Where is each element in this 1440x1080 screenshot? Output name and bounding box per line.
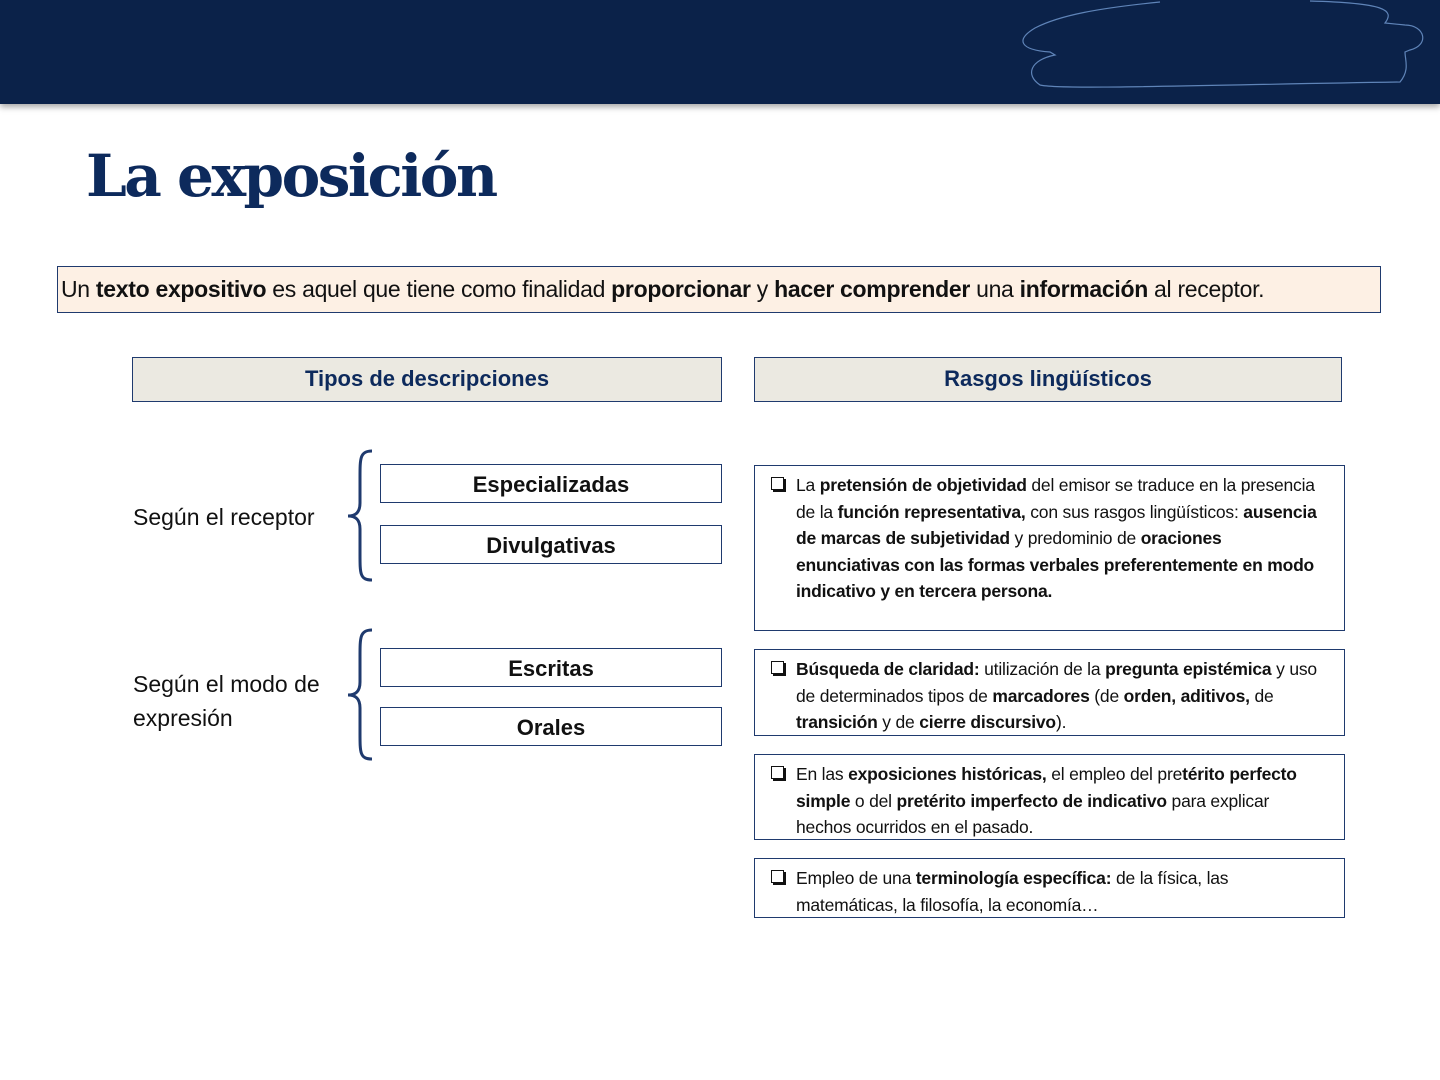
header-bar — [0, 0, 1440, 104]
text-segment: de la física, las matemáticas, la filosofía, la economía… — [796, 868, 1229, 915]
feature-box-terminologia — [754, 858, 1345, 918]
text-segment: (de — [1089, 685, 1124, 706]
text-segment: La — [796, 475, 820, 495]
text-segment: del emisor se traduce en la presencia de la — [796, 475, 1315, 522]
text-segment: de — [1249, 685, 1274, 706]
text-segment: una — [969, 276, 1020, 302]
text-segment: es aquel que tiene como finalidad — [266, 276, 612, 302]
feature-box-objetividad — [754, 465, 1345, 631]
checkbox-bullet-icon — [771, 661, 784, 674]
type-divulgativas: Divulgativas — [380, 525, 722, 564]
bold-text-segment: pretérito imperfecto de indicativo — [896, 790, 1167, 811]
bold-text-segment: orden, aditivos, — [1123, 685, 1250, 706]
text-segment: utilización de la — [979, 659, 1106, 679]
bold-text-segment: texto expositivo — [95, 276, 267, 302]
bold-text-segment: hacer comprender — [774, 276, 970, 302]
type-orales: Orales — [380, 707, 722, 746]
brace-icon — [340, 627, 380, 763]
features-header: Rasgos lingüísticos — [754, 357, 1342, 402]
checkbox-bullet-icon — [771, 870, 784, 883]
checkbox-bullet-icon — [771, 766, 784, 779]
bold-text-segment: ausencia de marcas de subjetividad — [796, 501, 1317, 548]
feature-box-claridad — [754, 649, 1345, 736]
group-label-receptor: Según el receptor — [133, 504, 315, 530]
bold-text-segment: proporcionar — [611, 276, 751, 302]
text-segment: con sus rasgos lingüísticos: — [1025, 501, 1244, 522]
bold-text-segment: pretensión de objetividad — [819, 475, 1027, 495]
brace-icon — [340, 448, 380, 584]
bold-text-segment: oraciones enunciativas con las formas verbales preferentemente en modo indicativo y en tercera persona. — [796, 528, 1315, 601]
bold-text-segment: marcadores — [992, 685, 1090, 706]
text-segment: y de — [877, 712, 920, 732]
text-segment: para explicar hechos ocurridos en el pasado. — [796, 790, 1270, 837]
text-segment: y predominio de — [1009, 528, 1141, 548]
scribble-decoration — [0, 0, 1440, 104]
bold-text-segment: cierre discursivo — [919, 712, 1056, 732]
text-segment: al receptor. — [1147, 276, 1265, 302]
text-segment: En las — [796, 764, 849, 784]
bold-text-segment: transición — [796, 712, 878, 732]
bold-text-segment: información — [1019, 276, 1148, 302]
type-escritas: Escritas — [380, 648, 722, 687]
bold-text-segment: terminología específica: — [915, 868, 1112, 888]
types-header: Tipos de descripciones — [132, 357, 722, 402]
text-segment: o del — [850, 790, 897, 811]
bold-text-segment: función representativa, — [837, 501, 1026, 522]
bold-text-segment: térito perfecto simple — [796, 764, 1297, 811]
definition-box — [57, 266, 1381, 313]
page-title: La exposición — [86, 142, 496, 210]
text-segment: y — [750, 276, 775, 302]
checkbox-bullet-icon — [771, 477, 784, 490]
text-segment: Un — [61, 276, 96, 302]
group-label-modo: Según el modo de expresión — [133, 671, 320, 731]
bold-text-segment: Búsqueda de claridad: — [796, 659, 980, 679]
bold-text-segment: exposiciones históricas, — [848, 764, 1047, 784]
text-segment: y uso de determinados tipos de — [796, 659, 1317, 706]
text-segment: el empleo del pre — [1046, 764, 1183, 784]
text-segment: Empleo de una — [796, 868, 916, 888]
text-segment: ). — [1055, 712, 1067, 732]
feature-box-historicas — [754, 754, 1345, 840]
type-especializadas: Especializadas — [380, 464, 722, 503]
bold-text-segment: pregunta epistémica — [1105, 659, 1272, 679]
